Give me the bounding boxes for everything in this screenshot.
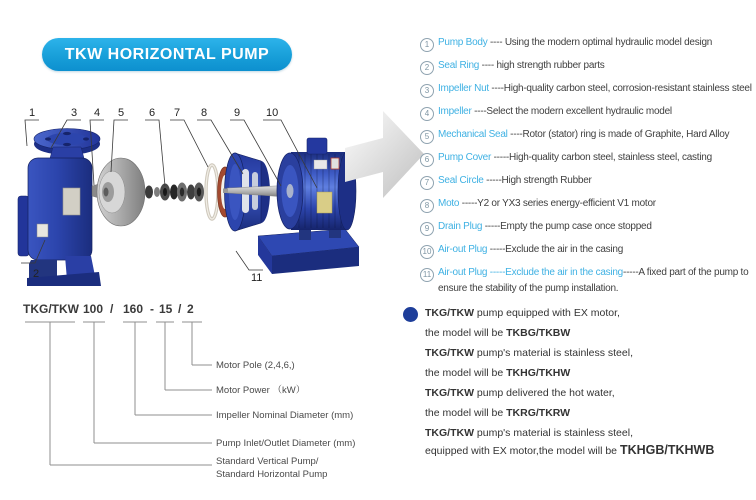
note-model-code: TKBG/TKBW [506,327,571,339]
callout-11: 11 [251,272,263,284]
right-arrow-icon [345,94,427,216]
model-segment-inlet: 100 [83,302,104,316]
note-text: pump delivered the hot water, [474,387,615,399]
page-title: TKW HORIZONTAL PUMP [64,45,270,63]
parts-list [420,36,754,302]
list-item [420,197,754,213]
part-name: Pump Body [438,37,488,48]
part-description: -----Empty the pump case once stopped [482,221,652,232]
part-name: Impeller [438,106,472,117]
seal-circle-illustration [206,165,218,219]
item-number-badge: 10 [420,245,434,259]
callout-4: 4 [94,107,101,119]
list-item [420,82,754,98]
callout-8: 8 [201,107,208,119]
model-separator: - [150,302,154,316]
note-series: TKG/TKW [425,347,474,359]
list-item [420,105,754,121]
part-description: -----High-quality carbon steel, stainless steel, casting [491,152,712,163]
part-description: -----Exclude the air in the casing [487,244,624,255]
model-separator: / [110,302,114,316]
list-item [420,128,754,144]
pump-exploded-diagram [15,100,360,295]
part-description: -----A fixed part of the pump to ensure the stability of the pump installation. [438,267,749,294]
note-text: the model will be [425,407,507,419]
pump-body-illustration [18,129,101,287]
label-motor-power: Motor Power （kW） [216,385,306,396]
model-variant-notes [425,303,750,459]
note-line [425,443,750,459]
note-line [425,343,750,363]
list-item [420,174,754,190]
item-number-badge: 4 [420,107,434,121]
model-segment-impeller: 160 [123,302,144,316]
callout-6: 6 [149,107,156,119]
part-description: ---- high strength rubber parts [479,60,605,71]
mechanical-seal-illustration [145,183,204,202]
note-text: equipped with EX motor,the model will be [425,445,620,457]
note-text: pump's material is stainless steel, [474,427,633,439]
part-description: -----Y2 or YX3 series energy-efficient V1 motor [459,198,656,209]
label-motor-pole: Motor Pole (2,4,6,) [216,360,295,371]
note-series: TKG/TKW [425,307,474,319]
model-code-tree [20,293,355,493]
model-tree-lines [25,322,212,465]
part-description: ----High-quality carbon steel, corrosion-resistant stainless steel [488,83,752,94]
item-number-badge: 7 [420,176,434,190]
part-name: Moto [438,198,460,209]
item-number-badge: 1 [420,38,434,52]
part-name: Seal Ring [438,60,480,71]
list-item [420,151,754,167]
part-description: ----Select the modern excellent hydraulic model [471,106,672,117]
note-model-code: TKRG/TKRW [506,407,571,419]
label-standard-horizontal: Standard Horizontal Pump [216,469,328,480]
note-text: pump equipped with EX motor, [474,307,620,319]
callout-1: 1 [29,107,36,119]
model-code [23,302,194,316]
list-item [420,220,754,236]
item-number-badge: 6 [420,153,434,167]
model-segment-series: TKG/TKW [23,302,79,316]
note-text: pump's material is stainless steel, [474,347,633,359]
part-name: Air-out Plug -----Exclude the air in the casing [438,267,623,278]
item-number-badge: 3 [420,84,434,98]
note-line [425,403,750,423]
list-item [420,59,754,75]
label-impeller-diameter: Impeller Nominal Diameter (mm) [216,410,354,421]
callout-3: 3 [71,107,78,119]
note-text: the model will be [425,367,507,379]
bullet-icon [403,307,418,322]
part-description: ----Rotor (stator) ring is made of Graphite, Hard Alloy [507,129,730,140]
callout-5: 5 [118,107,125,119]
model-separator: / [178,302,182,316]
item-number-badge: 11 [420,268,434,282]
label-standard-vertical: Standard Vertical Pump/ [216,456,319,467]
model-segment-pole: 2 [187,302,194,316]
note-line [425,423,750,443]
model-segment-power: 15 [159,302,173,316]
note-model-code: TKHG/TKHW [506,367,571,379]
part-name: Pump Cover [438,152,492,163]
label-inlet-outlet: Pump Inlet/Outlet Diameter (mm) [216,438,355,449]
part-description: ---- Using the modern optimal hydraulic model design [487,37,713,48]
part-name: Seal Circle [438,175,484,186]
callout-9: 9 [234,107,241,119]
note-series: TKG/TKW [425,387,474,399]
part-description: -----High strength Rubber [483,175,592,186]
part-name: Mechanical Seal [438,129,508,140]
part-name: Drain Plug [438,221,483,232]
note-line [425,323,750,343]
note-model-code: TKHGB/TKHWB [619,443,715,457]
part-name: Air-out Plug [438,244,488,255]
item-number-badge: 9 [420,222,434,236]
part-name: Impeller Nut [438,83,489,94]
note-line [425,303,750,323]
note-series: TKG/TKW [425,427,474,439]
callout-10: 10 [266,107,279,119]
item-number-badge: 8 [420,199,434,213]
callout-2: 2 [33,268,40,280]
list-item [420,266,754,295]
item-number-badge: 2 [420,61,434,75]
callout-7: 7 [174,107,181,119]
note-line [425,363,750,383]
list-item [420,36,754,52]
title-banner [42,38,292,71]
note-line [425,383,750,403]
list-item [420,243,754,259]
impeller-illustration [92,158,145,226]
note-text: the model will be [425,327,507,339]
item-number-badge: 5 [420,130,434,144]
model-tree-labels [216,360,355,480]
